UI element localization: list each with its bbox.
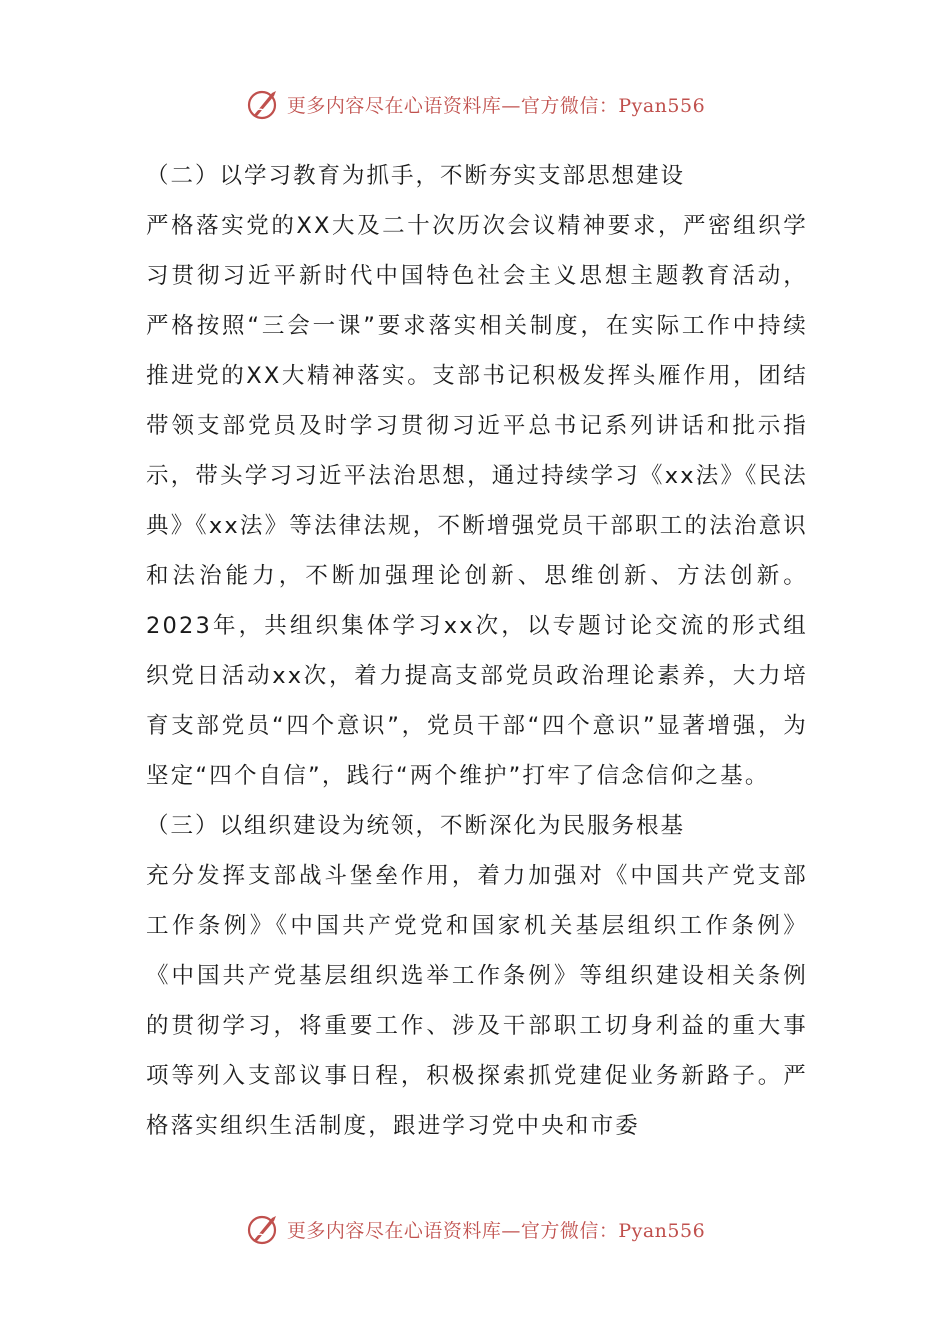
watermark-banner-bottom	[0, 1209, 950, 1249]
section-heading-2: （二）以学习教育为抓手，不断夯实支部思想建设	[146, 163, 686, 189]
document-body	[146, 151, 808, 1151]
section-heading-3: （三）以组织建设为统领，不断深化为民服务根基	[146, 813, 686, 839]
quill-pen-icon	[245, 86, 281, 122]
quill-pen-icon	[245, 1211, 281, 1247]
section-paragraph-3: 充分发挥支部战斗堡垒作用，着力加强对《中国共产党支部工作条例》《中国共产党党和国家机关基层组织工作条例》《中国共产党基层组织选举工作条例》等组织建设相关条例的贯彻学习，将重要工作、涉及干部职工切身利益的重大事项等列入支部议事日程，积极探索抓党建促业务新路子。严格落实组织生活制度，跟进学习党中央和市委	[146, 863, 808, 1139]
watermark-banner-text: 更多内容尽在心语资料库—官方微信：Pyan556	[286, 1219, 706, 1242]
section-paragraph-2: 严格落实党的XX大及二十次历次会议精神要求，严密组织学习贯彻习近平新时代中国特色社会主义思想主题教育活动，严格按照“三会一课”要求落实相关制度，在实际工作中持续推进党的XX大精神落实。支部书记积极发挥头雁作用，团结带领支部党员及时学习贯彻习近平总书记系列讲话和批示指示，带头学习习近平法治思想，通过持续学习《xx法》《民法典》《xx法》等法律法规，不断增强党员干部职工的法治意识和法治能力，不断加强理论创新、思维创新、方法创新。2023年，共组织集体学习xx次，以专题讨论交流的形式组织党日活动xx次，着力提高支部党员政治理论素养，大力培育支部党员“四个意识”，党员干部“四个意识”显著增强，为坚定“四个自信”，践行“两个维护”打牢了信念信仰之基。	[146, 213, 808, 789]
watermark-banner-text: 更多内容尽在心语资料库—官方微信：Pyan556	[286, 94, 706, 117]
watermark-banner-top	[0, 84, 950, 124]
